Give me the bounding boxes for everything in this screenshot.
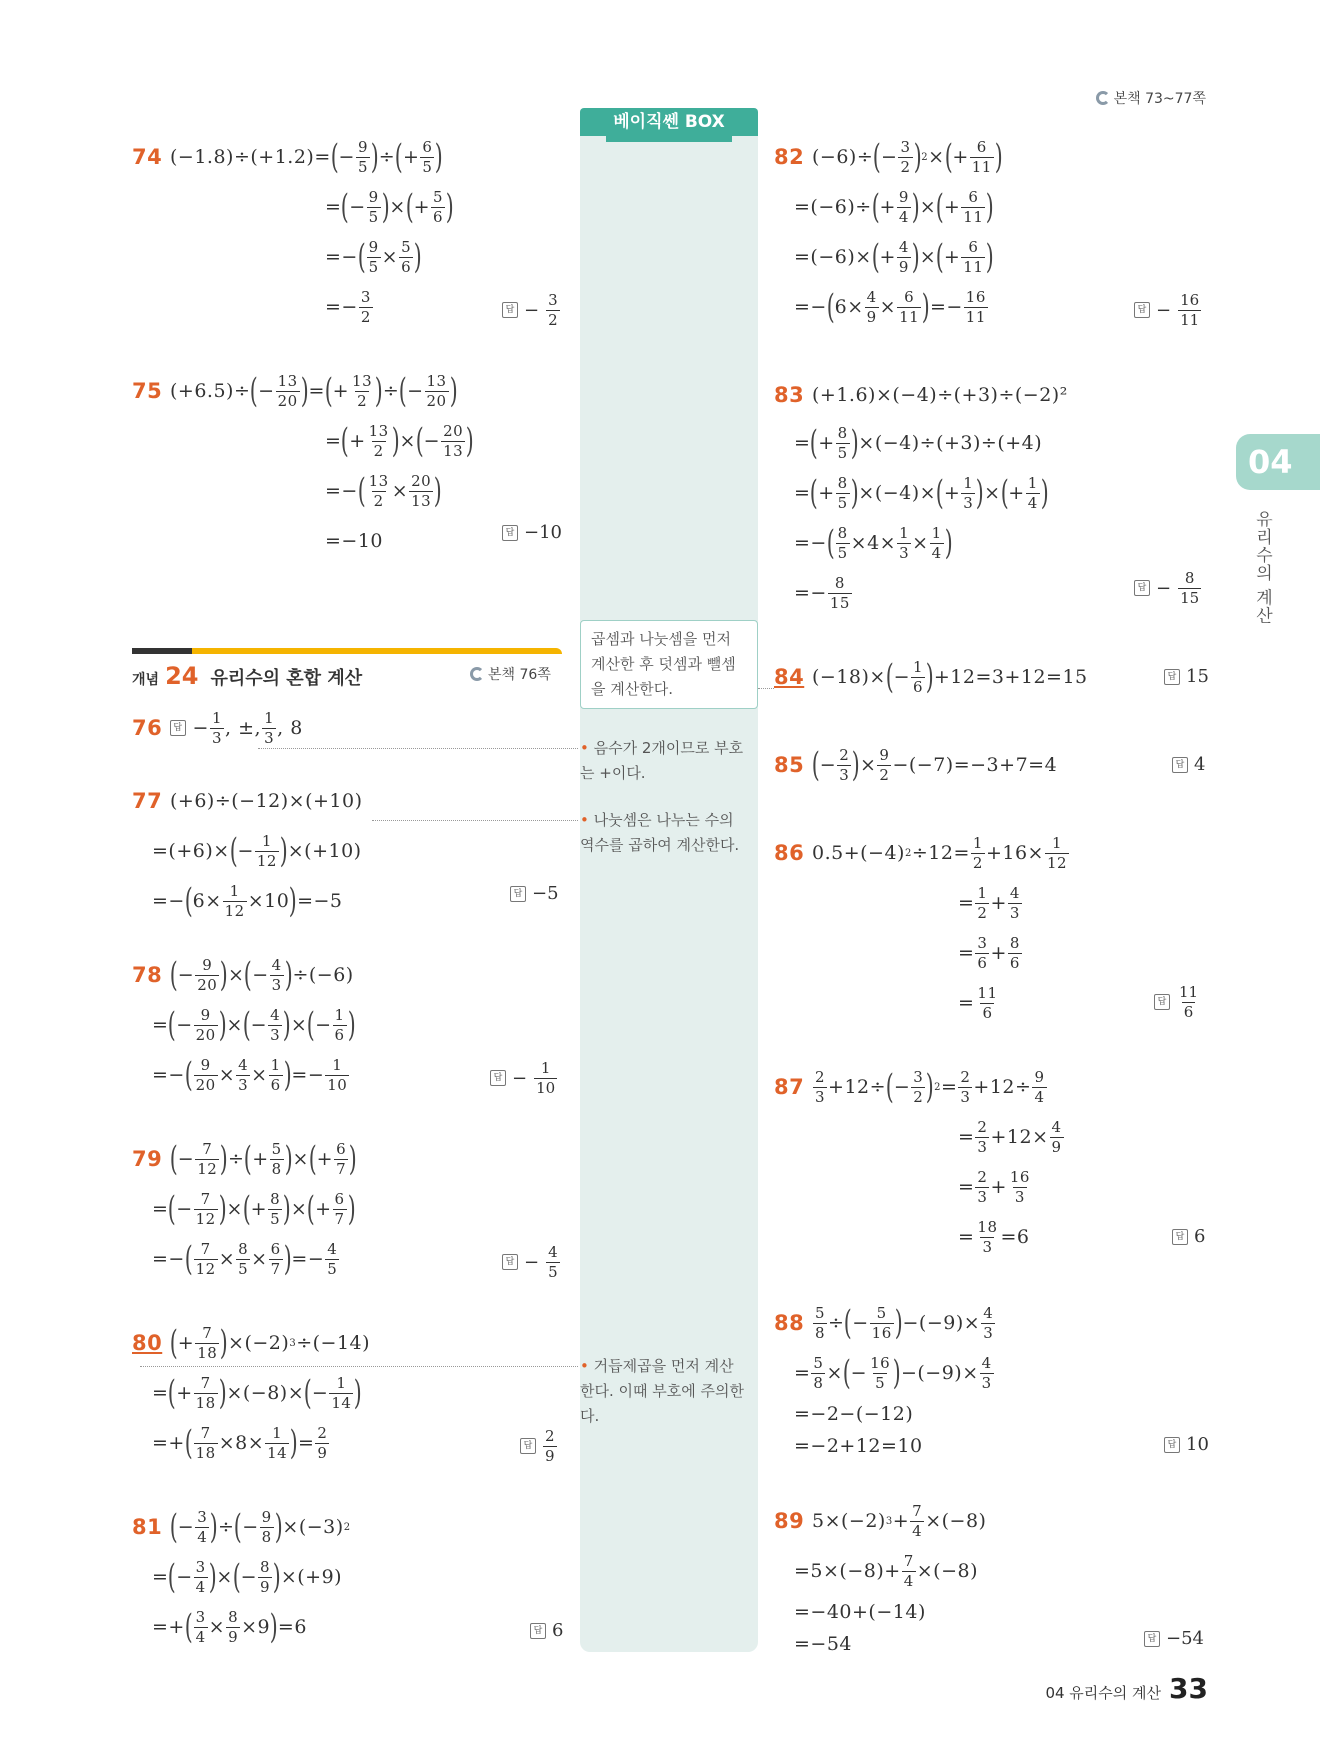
answer-85: 답 4 (1172, 754, 1205, 775)
answer-icon: 답 (1172, 757, 1188, 773)
refresh-icon (470, 667, 484, 681)
answer-80: 답 $\frac{2}{9}$ (520, 1428, 558, 1464)
answer-icon: 답 (530, 1623, 546, 1639)
problem-88: 88 $\frac{5}{8}$ ÷ ( − $\frac{5}{16}$ ) −(−9)× $\frac{4}{3}$ = $\frac{5}{8}$ × ( − $\frac{16}{5}$ ) −(−9)× $\frac{4}{3}$ =−2−(−12) =−2+12=10 (774, 1298, 996, 1462)
line-75-4: =−10 (325, 530, 384, 552)
page-number: 33 (1169, 1672, 1208, 1705)
problem-89: 89 5×(−2) 3 + $\frac{7}{4}$ ×(−8) =5×(−8)+ $\frac{7}{4}$ ×(−8) =−40+(−14) =−54 (774, 1496, 986, 1660)
problem-83: 83 (+1.6)×(−4)÷(+3)÷(−2)² = ( + $\frac{8}{5}$ ) ×(−4)÷(+3)÷(+4) = ( + $\frac{8}{5}$ ) ×(−4)× ( + $\frac{1}{3}$ ) × ( + $\frac{1}{4}$ ) =− ( $\frac{8}{5}$ ×4× $\frac{1}{3}$ × $\frac{1}{4}$ ) =− $\frac{8}{15}$ (774, 383, 1068, 612)
refresh-icon (1096, 91, 1110, 105)
header-reference-text: 본책 73~77쪽 (1113, 91, 1206, 107)
box-note-4: • 거듭제곱을 먼저 계산한다. 이때 부호에 주의한다. (580, 1357, 744, 1425)
problem-number: 79 (132, 1147, 163, 1171)
answer-icon: 답 (1164, 669, 1180, 685)
chapter-tab-label: 유리수의 계산 (1252, 510, 1272, 625)
answer-82: 답 − $\frac{16}{11}$ (1134, 292, 1202, 328)
problem-77: 77 (+6)÷(−12)×(+10) =(+6)× ( − $\frac{1}{12}$ ) ×(+10) =− ( 6× $\frac{1}{12}$ ×10 ) =−5 (132, 789, 363, 921)
answer-74: 답 − $\frac{3}{2}$ (502, 292, 561, 328)
answer-icon: 답 (490, 1070, 506, 1086)
concept-label: 개념 (132, 672, 160, 688)
answer-icon: 답 (502, 525, 518, 541)
answer-77: 답 −5 (510, 883, 559, 904)
problem-75: 75 (+6.5)÷ ( − $\frac{13}{20}$ ) = ( + $\frac{13}{2}$ ) ÷ ( − $\frac{13}{20}$ ) = ( + $\frac{13}{2}$ ) × ( − $\frac{20}{13}$ ) =− ( $\frac{13}{2}$ × $\frac{20}{13}$ ) =−10 (132, 366, 474, 566)
concept-title: 유리수의 혼합 계산 (210, 668, 363, 689)
problem-84: 84 (−18)× ( − $\frac{1}{6}$ ) +12=3+12=15 (774, 657, 1088, 697)
page-footer (1045, 1672, 1208, 1705)
line-89-4: =−54 (794, 1633, 853, 1655)
answer-icon: 답 (502, 1254, 518, 1270)
answer-79: 답 − $\frac{4}{5}$ (502, 1244, 561, 1280)
answer-icon: 답 (170, 720, 186, 736)
problem-74: 74 (−1.8)÷(+1.2)= ( − $\frac{9}{5}$ ) ÷ ( + $\frac{6}{5}$ ) = ( − $\frac{9}{5}$ ) × ( + $\frac{5}{6}$ ) =− ( $\frac{9}{5}$ × $\frac{5}{6}$ ) =− $\frac{3}{2}$ (132, 137, 455, 326)
problem-number: 88 (774, 1311, 805, 1335)
problem-number: 81 (132, 1515, 163, 1539)
problem-number: 75 (132, 379, 163, 403)
answer-icon: 답 (502, 302, 518, 318)
problem-number: 77 (132, 789, 163, 813)
box-note-2: • 음수가 2개이므로 부호는 +이다. (580, 739, 744, 782)
problem-number: 80 (132, 1331, 163, 1355)
answer-89: 답 −54 (1144, 1628, 1204, 1649)
problem-number: 82 (774, 145, 805, 169)
answer-83: 답 − $\frac{8}{15}$ (1134, 570, 1202, 606)
answer-icon: 답 (1164, 1437, 1180, 1453)
problem-81: 81 ( − $\frac{3}{4}$ ) ÷ ( − $\frac{9}{8}$ ) ×(−3) 2 = ( − $\frac{3}{4}$ ) × ( − $\frac{8}{9}$ ) ×(+9) =+ ( $\frac{3}{4}$ × $\frac{8}{9}$ ×9 ) =6 (132, 1507, 351, 1647)
problem-number: 76 (132, 716, 163, 740)
answer-icon: 답 (510, 886, 526, 902)
problem-80: 80 ( + $\frac{7}{18}$ ) ×(−2) 3 ÷(−14) = ( + $\frac{7}{18}$ ) ×(−8)× ( − $\frac{1}{14}$ ) =+ ( $\frac{7}{18}$ ×8× $\frac{1}{14}$ ) = $\frac{2}{9}$ (132, 1323, 371, 1463)
answer-icon: 답 (1172, 1229, 1188, 1245)
line-88-4: =−2+12=10 (794, 1435, 923, 1457)
box-note-1: 곱셈과 나눗셈을 먼저 계산한 후 덧셈과 뺄셈을 계산한다. (580, 620, 758, 709)
answer-icon: 답 (1154, 994, 1170, 1010)
problem-78: 78 ( − $\frac{9}{20}$ ) × ( − $\frac{4}{3}$ ) ÷(−6) = ( − $\frac{9}{20}$ ) × ( − $\frac{4}{3}$ ) × ( − $\frac{1}{6}$ ) =− ( $\frac{9}{20}$ × $\frac{4}{3}$ × $\frac{1}{6}$ ) =− $\frac{1}{10}$ (132, 955, 356, 1095)
concept-reference: 본책 76쪽 (470, 664, 551, 684)
answer-86: 답 $\frac{11}{6}$ (1154, 984, 1201, 1020)
problem-number: 85 (774, 753, 805, 777)
problem-number: 86 (774, 841, 805, 865)
problem-76: 76 답 − $\frac{1}{3}$ , ±, $\frac{1}{3}$ , 8 (132, 709, 303, 747)
problem-79: 79 ( − $\frac{7}{12}$ ) ÷ ( + $\frac{5}{8}$ ) × ( + $\frac{6}{7}$ ) = ( − $\frac{7}{12}$ ) × ( + $\frac{8}{5}$ ) × ( + $\frac{6}{7}$ ) =− ( $\frac{7}{12}$ × $\frac{8}{5}$ × $\frac{6}{7}$ ) =− $\frac{4}{5}$ (132, 1139, 358, 1279)
problem-number: 89 (774, 1509, 805, 1533)
problem-87: 87 $\frac{2}{3}$ +12÷ ( − $\frac{3}{2}$ ) 2 = $\frac{2}{3}$ +12÷ $\frac{9}{4}$ = $\frac{2}{3}$ +12× $\frac{4}{9}$ = $\frac{2}{3}$ + $\frac{16}{3}$ = $\frac{18}{3}$ =6 (774, 1067, 1062, 1256)
answer-87: 답 6 (1172, 1226, 1205, 1247)
problem-number: 78 (132, 963, 163, 987)
problem-85: 85 ( − $\frac{2}{3}$ ) × $\frac{9}{2}$ −(−7)=−3+7=4 (774, 745, 1058, 785)
chapter-tab[interactable]: 04 (1236, 434, 1320, 490)
line-89-3: =−40+(−14) (794, 1601, 926, 1623)
answer-75: 답 −10 (502, 522, 562, 543)
problem-number: 87 (774, 1075, 805, 1099)
answer-icon: 답 (1134, 580, 1150, 596)
problem-82: 82 (−6)÷ ( − $\frac{3}{2}$ ) 2 × ( + $\frac{6}{11}$ ) =(−6)÷ ( + $\frac{9}{4}$ ) × ( + $\frac{6}{11}$ ) =(−6)× ( + $\frac{4}{9}$ ) × ( + $\frac{6}{11}$ ) =− ( 6× $\frac{4}{9}$ × $\frac{6}{11}$ ) =− $\frac{16}{11}$ (774, 137, 1003, 327)
answer-78: 답 − $\frac{1}{10}$ (490, 1060, 558, 1096)
concept-number: 24 (165, 662, 199, 690)
answer-88: 답 10 (1164, 1434, 1209, 1455)
header-reference (1096, 88, 1206, 108)
line-88-3: =−2−(−12) (794, 1403, 914, 1425)
problem-number: 74 (132, 145, 163, 169)
problem-number: 83 (774, 383, 805, 407)
basic-box-title: 베이직쎈 BOX (580, 108, 758, 136)
answer-icon: 답 (1144, 1631, 1160, 1647)
answer-icon: 답 (520, 1438, 536, 1454)
footer-chapter: 04 유리수의 계산 (1045, 1684, 1162, 1702)
answer-81: 답 6 (530, 1620, 563, 1641)
problem-86: 86 0.5+(−4) 2 ÷12= $\frac{1}{2}$ +16× $\frac{1}{12}$ = $\frac{1}{2}$ + $\frac{4}{3}$ = $\frac{3}{6}$ + $\frac{8}{6}$ = $\frac{11}{6}$ (774, 834, 1068, 1022)
answer-icon: 답 (1134, 302, 1150, 318)
problem-number: 84 (774, 665, 805, 689)
box-note-3: • 나눗셈은 나누는 수의 역수를 곱하여 계산한다. (580, 811, 740, 854)
answer-84: 답 15 (1164, 666, 1209, 687)
